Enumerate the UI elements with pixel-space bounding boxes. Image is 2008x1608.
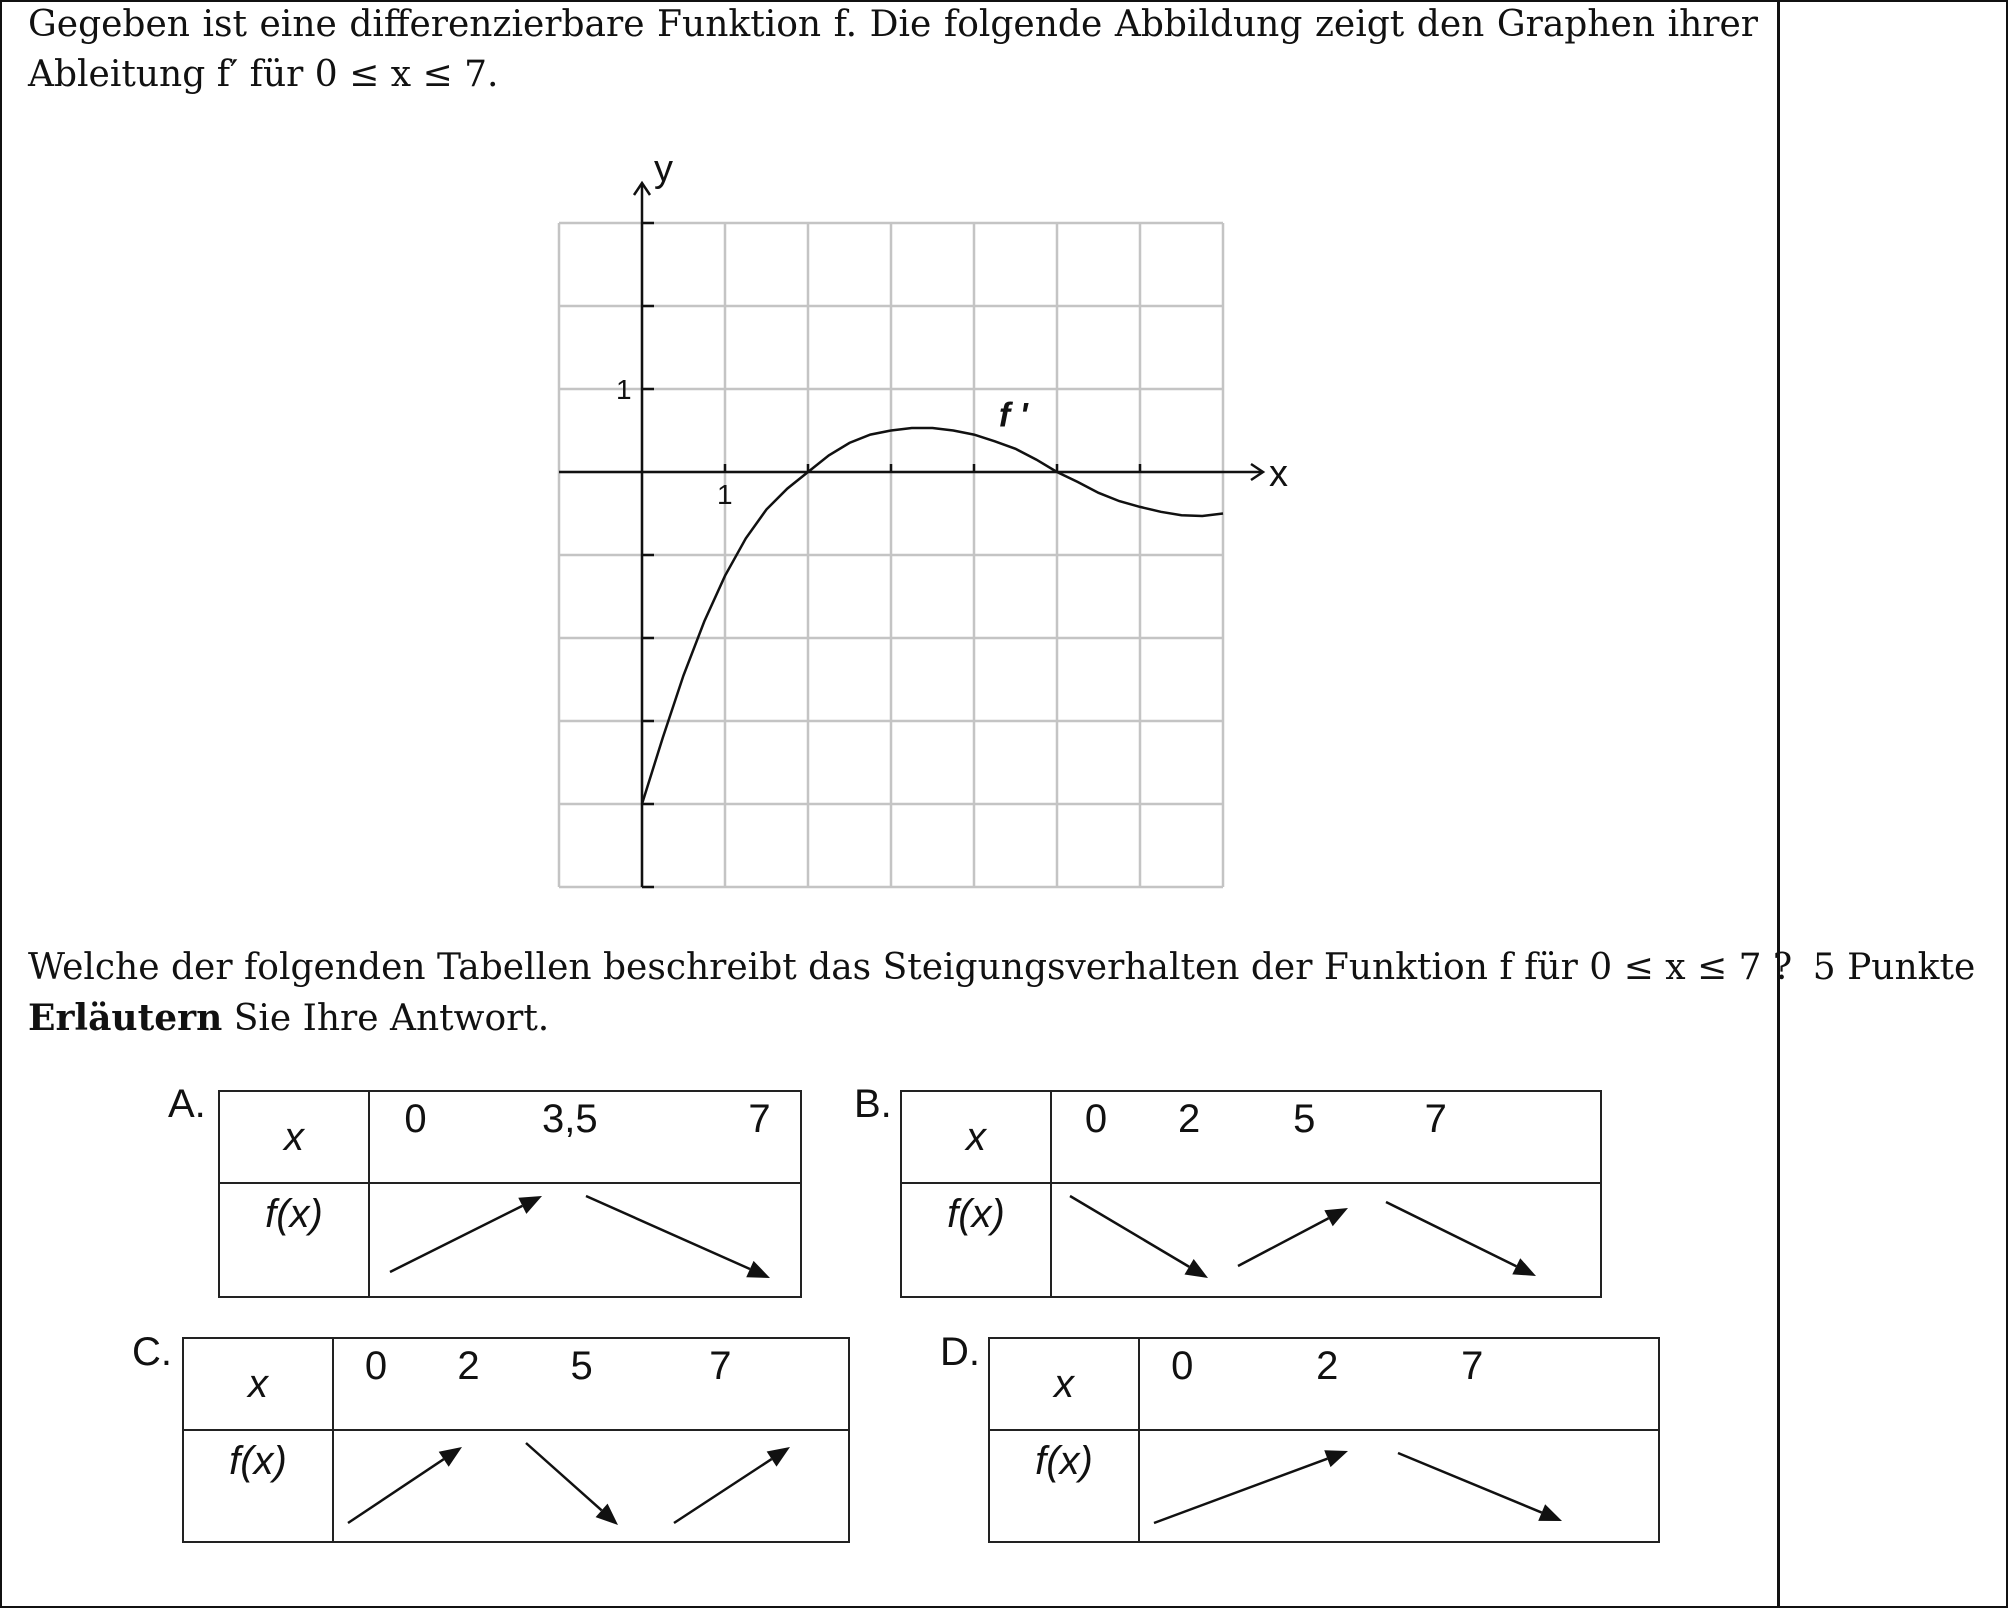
y-tick-label-1: 1 [616,374,632,405]
x-tick-label-1: 1 [717,479,733,510]
x-values-cell [1139,1338,1659,1430]
option-table[interactable] [218,1090,802,1298]
x-tick-value: 7 [748,1097,771,1141]
x-tick-value: 2 [1316,1344,1339,1388]
series-label: f ' [998,396,1028,435]
x-tick-value: 0 [1171,1344,1194,1388]
arrow-cell [1051,1183,1601,1297]
decreasing-arrow-icon [526,1443,618,1525]
question-rest: Sie Ihre Antwort. [222,998,550,1039]
points-label: 5 Punkte [1812,947,1976,988]
option-letter: B. [854,1082,892,1126]
x-tick-value: 2 [1178,1097,1201,1141]
x-tick-value: 5 [570,1344,593,1388]
arrow-cell [369,1183,801,1297]
x-tick-value: 5 [1293,1097,1316,1141]
decreasing-arrow-icon [586,1196,770,1278]
increasing-arrow-icon [674,1447,790,1523]
increasing-arrow-icon [1238,1208,1348,1266]
x-header-cell: x [901,1091,1051,1183]
option-letter: D. [940,1330,980,1374]
question-emphasis: Erläutern [28,997,223,1039]
trend-arrows [1140,1431,1658,1541]
graph-grid [559,223,1223,887]
graph-axes [559,183,1263,887]
option-table[interactable] [182,1337,850,1543]
x-header-cell: x [183,1338,333,1430]
y-axis-label: y [654,148,673,190]
arrow-cell [1139,1430,1659,1542]
fx-header-cell: f(x) [219,1183,369,1297]
increasing-arrow-icon [1154,1450,1348,1523]
x-tick-value: 0 [1084,1097,1108,1141]
x-tick-value: 7 [1424,1097,1447,1141]
trend-arrows [1052,1184,1600,1296]
x-header-cell: x [989,1338,1139,1430]
x-header-cell: x [219,1091,369,1183]
trend-arrows [334,1431,848,1541]
question-line-2 [28,993,549,1044]
x-tick-value: 7 [1461,1344,1484,1388]
column-divider [1777,0,1780,1606]
fx-header-cell: f(x) [901,1183,1051,1297]
option-letter: A. [168,1082,206,1126]
x-values-cell [333,1338,849,1430]
decreasing-arrow-icon [1398,1453,1562,1521]
arrow-cell [333,1430,849,1542]
x-tick-value: 0 [364,1344,388,1388]
x-axis-label: x [1269,453,1288,495]
x-tick-value: 0 [404,1097,427,1141]
x-tick-value: 3,5 [542,1097,598,1141]
intro-line-1: Gegeben ist eine differenzierbare Funktion f. Die folgende Abbildung zeigt den Graphen ihrer [28,4,1758,45]
option-table[interactable] [900,1090,1602,1298]
derivative-graph [540,140,1320,900]
x-tick-value: 7 [709,1344,732,1388]
intro-line-2: Ableitung f′ für 0 ≤ x ≤ 7. [28,54,499,95]
x-values-cell [369,1091,801,1183]
x-tick-value: 2 [457,1344,480,1388]
decreasing-arrow-icon [1386,1202,1536,1276]
increasing-arrow-icon [348,1447,462,1523]
question-line-1: Welche der folgenden Tabellen beschreibt das Steigungsverhalten der Funktion f für 0 ≤ x ≤ 7 ? [28,947,1793,988]
trend-arrows [370,1184,800,1296]
fx-header-cell: f(x) [183,1430,333,1542]
option-table[interactable] [988,1337,1660,1543]
x-values-cell [1051,1091,1601,1183]
increasing-arrow-icon [390,1196,542,1272]
decreasing-arrow-icon [1070,1196,1208,1278]
fx-header-cell: f(x) [989,1430,1139,1542]
option-letter: C. [132,1330,172,1374]
